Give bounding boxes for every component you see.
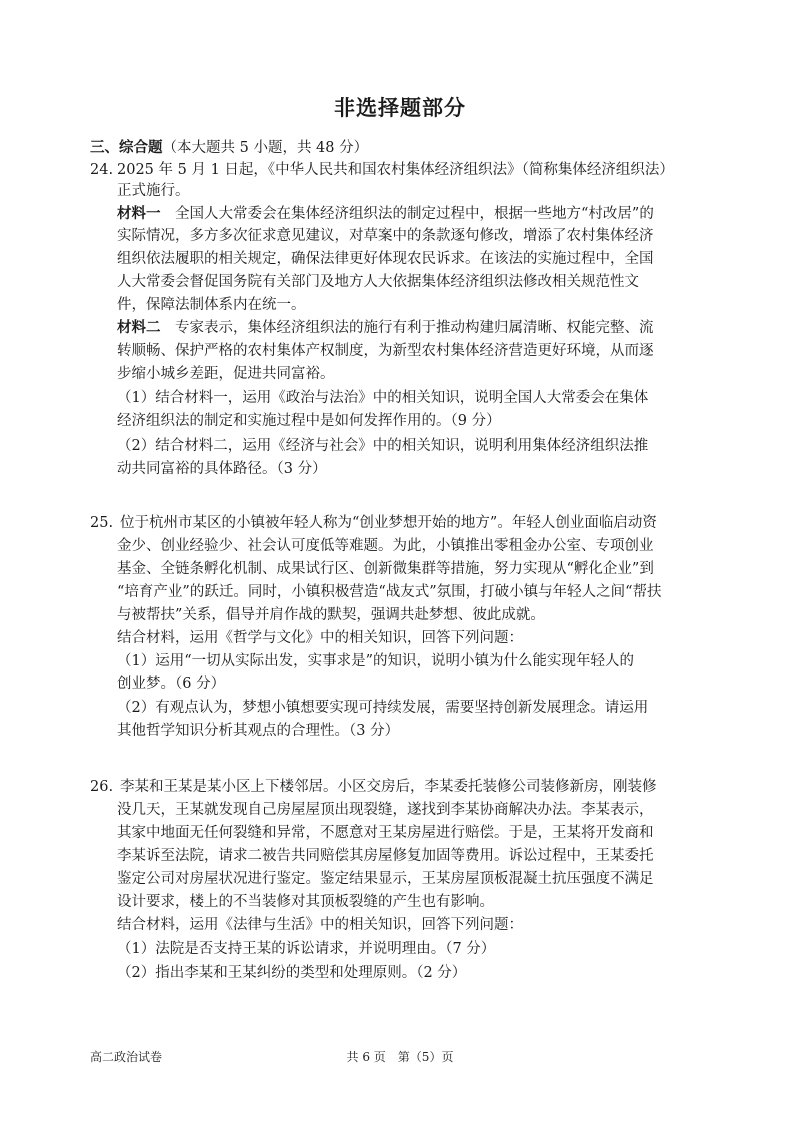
footer-page-number: 共 6 页 第（5）页: [346, 1050, 454, 1064]
q25-material-line: 位于杭州市某区的小镇被年轻人称为“创业梦想开始的地方”。年轻人创业面临启动资: [120, 515, 657, 531]
section-label: 三、综合题: [90, 139, 163, 156]
section-note: （本大题共 5 小题，共 48 分）: [162, 140, 369, 156]
q25-material-line: 金少、创业经验少、社会认可度低等难题。为此，小镇推出零租金办公室、专项创业: [117, 538, 654, 554]
q24-material-2-line: 转顺畅、保护严格的农村集体产权制度，为新型农村集体经济营造更好环境，从而逐: [117, 343, 654, 359]
q25-number: 25.: [90, 515, 114, 531]
q24-subquestion-2: 动共同富裕的具体路径。（3 分）: [117, 461, 327, 477]
q25-subquestion-1: 创业梦。（6 分）: [117, 676, 226, 692]
q26-material-line: 鉴定公司对房屋状况进行鉴定。鉴定结果显示，王某房屋顶板混凝土抗压强度不满足: [117, 871, 654, 887]
q25-material-line: “培育产业”的跃迁。同时，小镇积极营造“战友式”氛围，打破小镇与年轻人之间“帮扶: [117, 584, 662, 600]
material-text: 全国人大常委会在集体经济组织法的制定过程中，根据一些地方“村改居”的: [175, 206, 654, 222]
q25-subquestion-2: 其他哲学知识分析其观点的合理性。（3 分）: [117, 723, 400, 739]
q26-material-line: 没几天，王某就发现自己房屋屋顶出现裂缝，遂找到李某协商解决办法。李某表示，: [117, 802, 654, 818]
q26-subquestion-2: （2）指出李某和王某纠纷的类型和处理原则。（2 分）: [117, 965, 467, 981]
material-1-label: 材料一: [117, 205, 161, 222]
q25-instruction: 结合材料，运用《哲学与文化》中的相关知识，回答下列问题：: [117, 630, 523, 646]
q26-material-line: 李某诉至法院，请求二被告共同赔偿其房屋修复加固等费用。诉讼过程中，王某委托: [117, 848, 654, 864]
footer-exam-name: 高二政治试卷: [90, 1050, 163, 1064]
q24-intro-line: 正式施行。: [117, 183, 190, 199]
q26-subquestion-1: （1）法院是否支持王某的诉讼请求，并说明理由。（7 分）: [117, 941, 496, 957]
q24-material-2-line: [117, 318, 800, 338]
q26-material-line: 李某和王某是某小区上下楼邻居。小区交房后，李某委托装修公司装修新房，刚装修: [120, 779, 657, 795]
q25-subquestion-1: （1）运用“一切从实际出发，实事求是”的知识，说明小镇为什么能实现年轻人的: [117, 653, 635, 669]
q24-subquestion-1: （1）结合材料一，运用《政治与法治》中的相关知识，说明全国人大常委会在集体: [117, 390, 649, 406]
q26-number: 26.: [90, 779, 114, 795]
q24-material-2-line: 步缩小城乡差距，促进共同富裕。: [117, 366, 335, 382]
material-2-label: 材料二: [117, 319, 161, 336]
q26-material-line: 设计要求，楼上的不当装修对其顶板裂缝的产生也有影响。: [117, 894, 494, 910]
q24-material-1-line: [117, 204, 800, 224]
q24-intro-line: 2025 年 5 月 1 日起，《中华人民共和国农村集体经济组织法》（简称集体经济组织法）: [117, 162, 674, 178]
q24-material-1-line: 人大常委会督促国务院有关部门及地方人大依据集体经济组织法修改相关规范性文: [117, 274, 639, 290]
q24-subquestion-2: （2）结合材料二，运用《经济与社会》中的相关知识，说明利用集体经济组织法推: [117, 438, 649, 454]
material-text: 专家表示，集体经济组织法的施行有利于推动构建归属清晰、权能完整、流: [175, 320, 654, 336]
section-heading: [90, 138, 800, 158]
q26-instruction: 结合材料，运用《法律与生活》中的相关知识，回答下列问题：: [117, 917, 523, 933]
q25-material-line: 与被帮扶”关系，倡导并肩作战的默契，强调共赴梦想、彼此成就。: [117, 607, 545, 623]
q24-material-1-line: 实际情况，多方多次征求意见建议，对草案中的条款逐句修改，增添了农村集体经济: [117, 228, 654, 244]
q25-material-line: 基金、全链条孵化机制、成果试行区、创新微集群等措施，努力实现从“孵化企业”到: [117, 561, 654, 577]
q26-material-line: 其家中地面无任何裂缝和异常，不愿意对王某房屋进行赔偿。于是，王某将开发商和: [117, 825, 654, 841]
q24-subquestion-1: 经济组织法的制定和实施过程中是如何发挥作用的。（9 分）: [117, 413, 501, 429]
q24-number: 24.: [90, 162, 114, 178]
q25-subquestion-2: （2）有观点认为，梦想小镇想要实现可持续发展，需要坚持创新发展理念。请运用: [117, 700, 649, 716]
q24-material-1-line: 件，保障法制体系内在统一。: [117, 297, 306, 313]
q24-material-1-line: 组织依法履职的相关规定，确保法律更好体现农民诉求。在该法的实施过程中，全国: [117, 251, 654, 267]
page-title: 非选择题部分: [334, 95, 466, 120]
